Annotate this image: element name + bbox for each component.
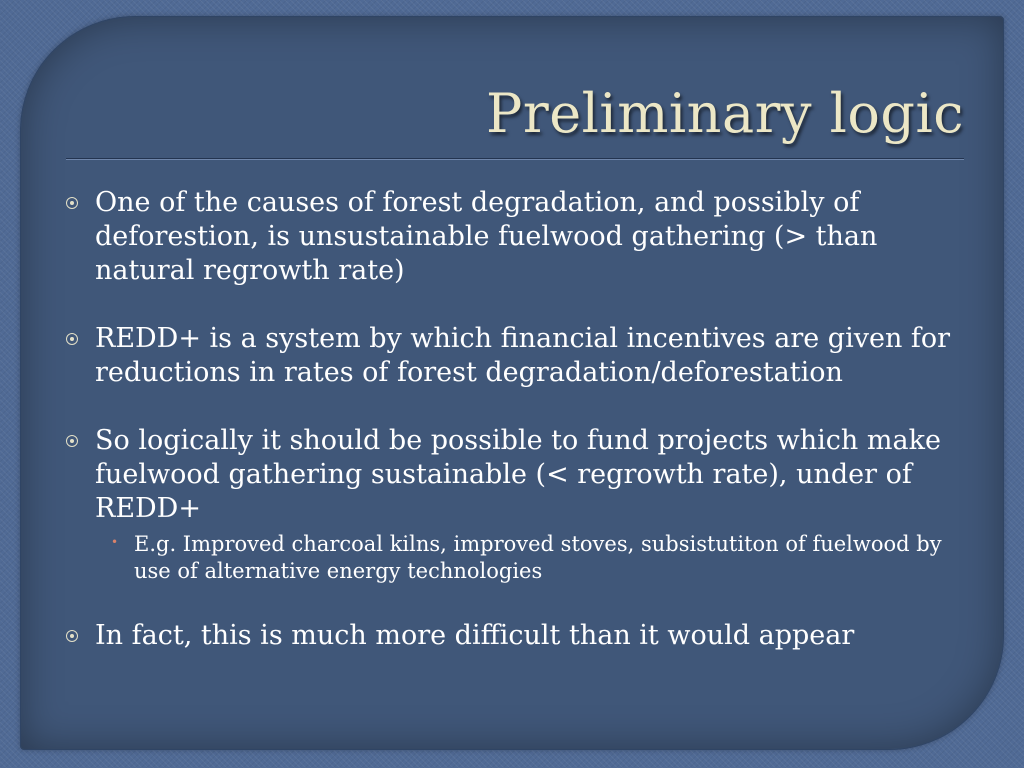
small-dot-bullet-icon: • <box>111 535 119 549</box>
circled-dot-bullet-icon <box>66 435 78 447</box>
bullet-item <box>58 619 968 653</box>
circled-dot-bullet-icon <box>66 630 78 642</box>
bullet-text: One of the causes of forest degradation, and possibly of deforestion, is unsustainable fuelwood gathering (> than natural regrowth rate) <box>95 187 878 286</box>
bullet-item <box>58 186 968 288</box>
bullet-text: In fact, this is much more difficult than it would appear <box>95 620 855 651</box>
title-divider <box>66 158 964 160</box>
sub-bullet-list <box>58 531 968 585</box>
circled-dot-bullet-icon <box>66 333 78 345</box>
bullet-item <box>58 322 968 390</box>
slide-title: Preliminary logic <box>486 82 964 145</box>
sub-bullet-item <box>58 531 968 585</box>
bullet-text: REDD+ is a system by which financial incentives are given for reductions in rates of forest degradation/deforestation <box>95 323 951 388</box>
bullet-item <box>58 424 968 526</box>
sub-bullet-text: E.g. Improved charcoal kilns, improved stoves, subsistutiton of fuelwood by use of alternative energy technologies <box>134 532 942 583</box>
bullet-text: So logically it should be possible to fund projects which make fuelwood gathering sustainable (< regrowth rate), under of REDD+ <box>95 425 941 524</box>
circled-dot-bullet-icon <box>66 197 78 209</box>
slide-content <box>58 186 968 687</box>
